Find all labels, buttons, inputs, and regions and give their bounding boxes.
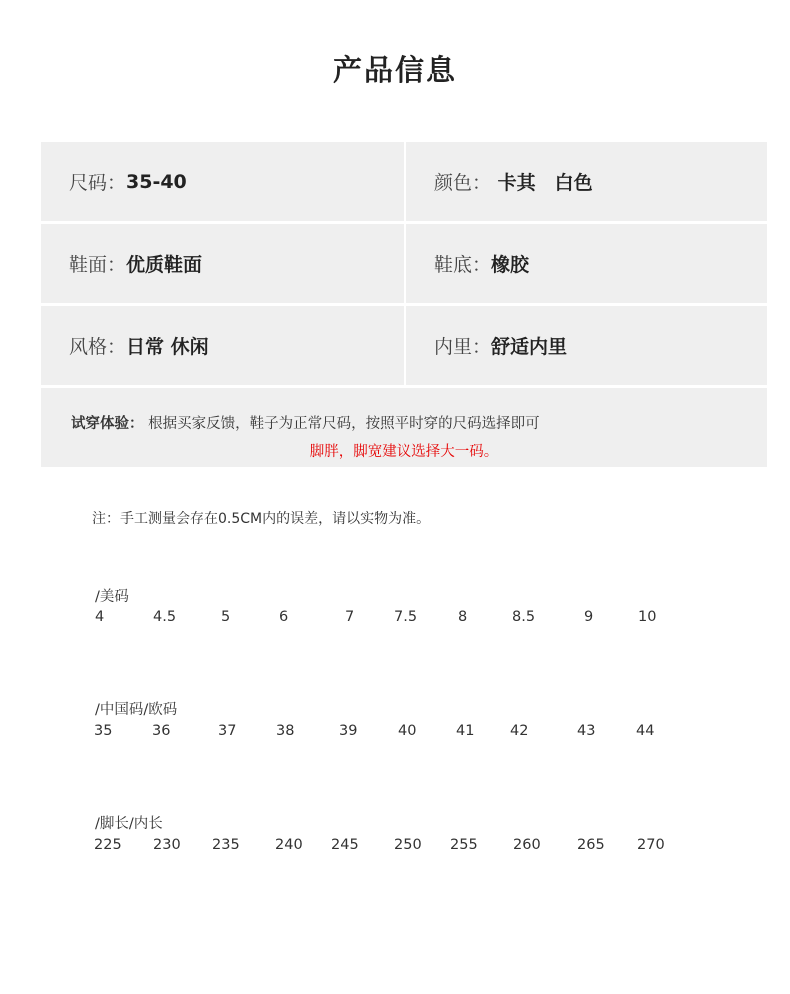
size-value: 225 [94,837,122,853]
size-value: 5 [221,609,231,625]
spec-cell-color [406,142,767,221]
trial-text: 根据买家反馈，鞋子为正常尺码，按照平时穿的尺码选择即可 [148,416,540,432]
size-value: 37 [218,723,237,739]
size-value: 240 [275,837,303,853]
size-row-us [0,609,790,629]
size-value: 35 [94,723,113,739]
spec-value: 日常 休闲 [126,336,209,358]
spec-value: 卡其 白色 [491,172,593,194]
spec-row-style-lining [41,306,767,385]
trial-highlight: 脚胖，脚宽建议选择大一码。 [309,444,499,460]
spec-cell-upper [41,224,404,303]
size-value: 39 [339,723,358,739]
size-value: 40 [398,723,417,739]
spec-row-upper-sole [41,224,767,303]
size-row-cn-eu [0,723,790,743]
size-value: 230 [153,837,181,853]
size-value: 9 [584,609,594,625]
size-value: 41 [456,723,475,739]
size-heading-foot-length: /脚长/内长 [95,816,163,832]
size-value: 4 [95,609,105,625]
size-value: 8 [458,609,468,625]
spec-value: 舒适内里 [491,336,568,358]
spec-label: 内里： [434,336,492,358]
size-heading-us: /美码 [95,589,129,605]
size-value: 8.5 [512,609,536,625]
size-value: 38 [276,723,295,739]
spec-cell-size [41,142,404,221]
spec-value: 橡胶 [491,254,530,276]
size-value: 7.5 [394,609,418,625]
spec-cell-lining [406,306,767,385]
size-value: 4.5 [153,609,177,625]
size-value: 255 [450,837,478,853]
size-value: 7 [345,609,355,625]
size-value: 250 [394,837,422,853]
size-value: 44 [636,723,655,739]
trial-experience-box [41,388,767,467]
measurement-note: 注：手工测量会存在0.5CM内的误差，请以实物为准。 [92,511,431,527]
size-value: 260 [513,837,541,853]
size-value: 235 [212,837,240,853]
size-value: 265 [577,837,605,853]
spec-cell-style [41,306,404,385]
spec-label: 风格： [69,336,127,358]
spec-label: 鞋面： [69,254,127,276]
spec-table [41,142,767,388]
spec-label: 颜色： [434,172,492,194]
size-value: 43 [577,723,596,739]
spec-label: 鞋底： [434,254,492,276]
size-value: 6 [279,609,289,625]
trial-line [41,412,767,433]
size-value: 36 [152,723,171,739]
size-value: 10 [638,609,657,625]
spec-label: 尺码： [69,172,127,194]
spec-row-size-color [41,142,767,221]
spec-value: 35-40 [126,170,187,193]
spec-cell-sole [406,224,767,303]
size-heading-cn-eu: /中国码/欧码 [95,702,178,718]
size-row-foot-length [0,837,790,857]
size-value: 270 [637,837,665,853]
trial-label: 试穿体验： [71,416,144,432]
size-value: 42 [510,723,529,739]
size-value: 245 [331,837,359,853]
spec-value: 优质鞋面 [126,254,203,276]
page-title: 产品信息 [332,53,457,87]
